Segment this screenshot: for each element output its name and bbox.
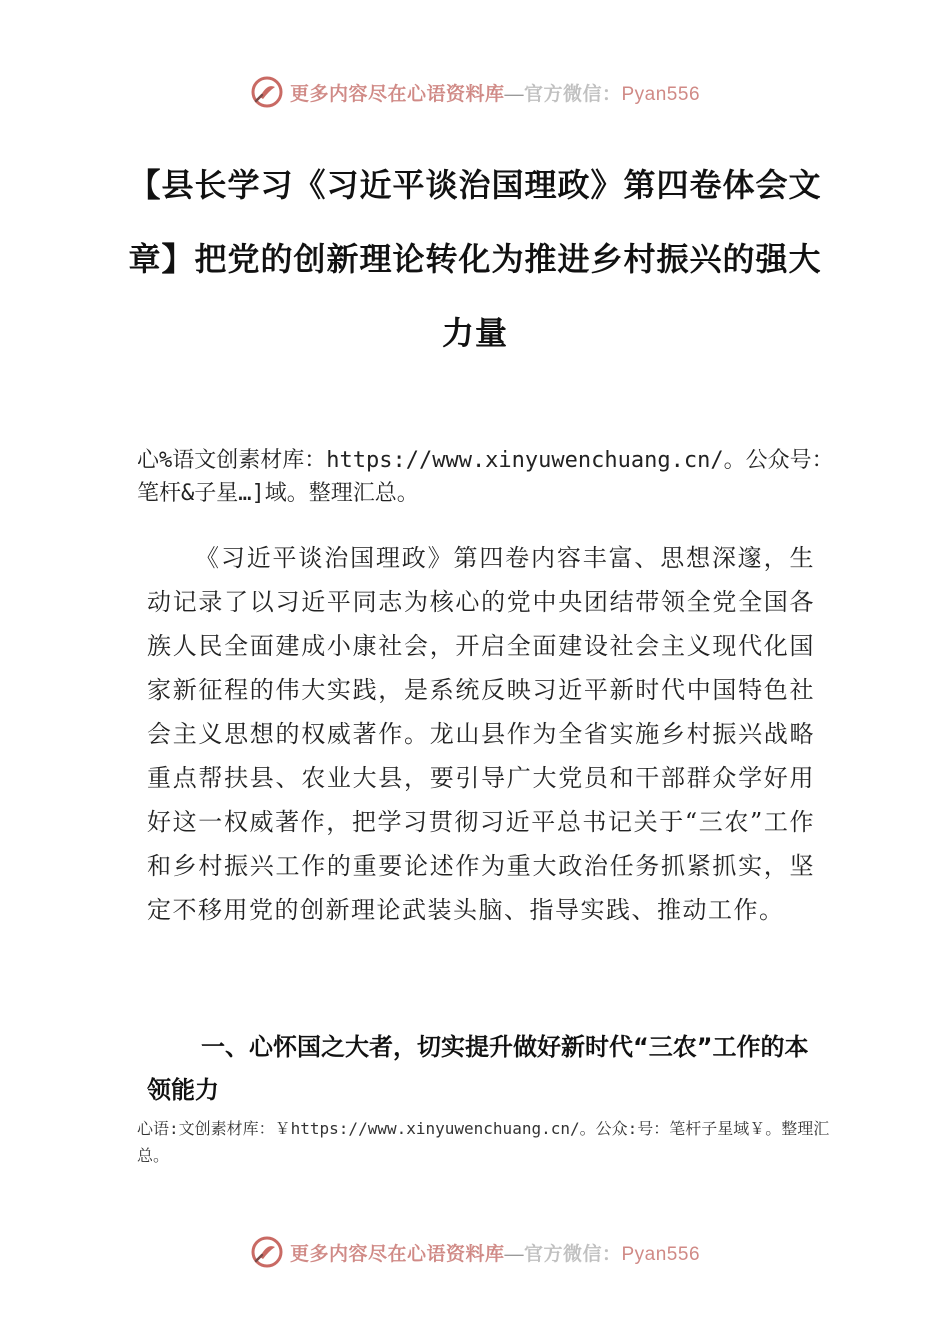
- banner-text: [290, 1239, 700, 1266]
- document-title: 【县长学习《习近平谈治国理政》第四卷体会文章】把党的创新理论转化为推进乡村振兴的强大力量: [128, 166, 822, 352]
- banner-main-text: 更多内容尽在心语资料库: [289, 83, 505, 105]
- body-paragraph: 《习近平谈治国理政》第四卷内容丰富、思想深邃，生动记录了以习近平同志为核心的党中央团结带领全党全国各族人民全面建成小康社会，开启全面建设社会主义现代化国家新征程的伟大实践，是系统反映习近平新时代中国特色社会主义思想的权威著作。龙山县作为全省实施乡村振兴战略重点帮扶县、农业大县，要引导广大党员和干部群众学好用好这一权威著作，把学习贯彻习近平总书记关于“三农”工作和乡村振兴工作的重要论述作为重大政治任务抓紧抓实，坚定不移用党的创新理论武装头脑、指导实践、推动工作。: [147, 544, 815, 924]
- banner-wechat-id: Pyan556: [621, 1243, 701, 1265]
- banner-main-text: 更多内容尽在心语资料库: [289, 1243, 505, 1265]
- banner-text: [290, 79, 700, 106]
- footer-banner[interactable]: [0, 1232, 950, 1272]
- banner-separator: —: [504, 83, 524, 105]
- banner-wechat-label: 官方微信：: [523, 83, 622, 105]
- source-note: 心%语文创素材库：https://www.xinyuwenchuang.cn/。公众号：笔杆&子星…]域。整理汇总。: [137, 448, 834, 506]
- seal-logo-icon: [250, 75, 284, 109]
- footer-source-note: 心语:文创素材库：￥https://www.xinyuwenchuang.cn/。公众:号：笔杆子星域￥。整理汇总。: [137, 1119, 830, 1165]
- banner-separator: —: [504, 1243, 524, 1265]
- banner-wechat-label: 官方微信：: [523, 1243, 622, 1265]
- section-heading: 一、心怀国之大者，切实提升做好新时代“三农”工作的本领能力: [147, 1033, 809, 1104]
- header-banner[interactable]: [0, 72, 950, 112]
- seal-logo-icon: [250, 1235, 284, 1269]
- banner-wechat-id: Pyan556: [621, 83, 701, 105]
